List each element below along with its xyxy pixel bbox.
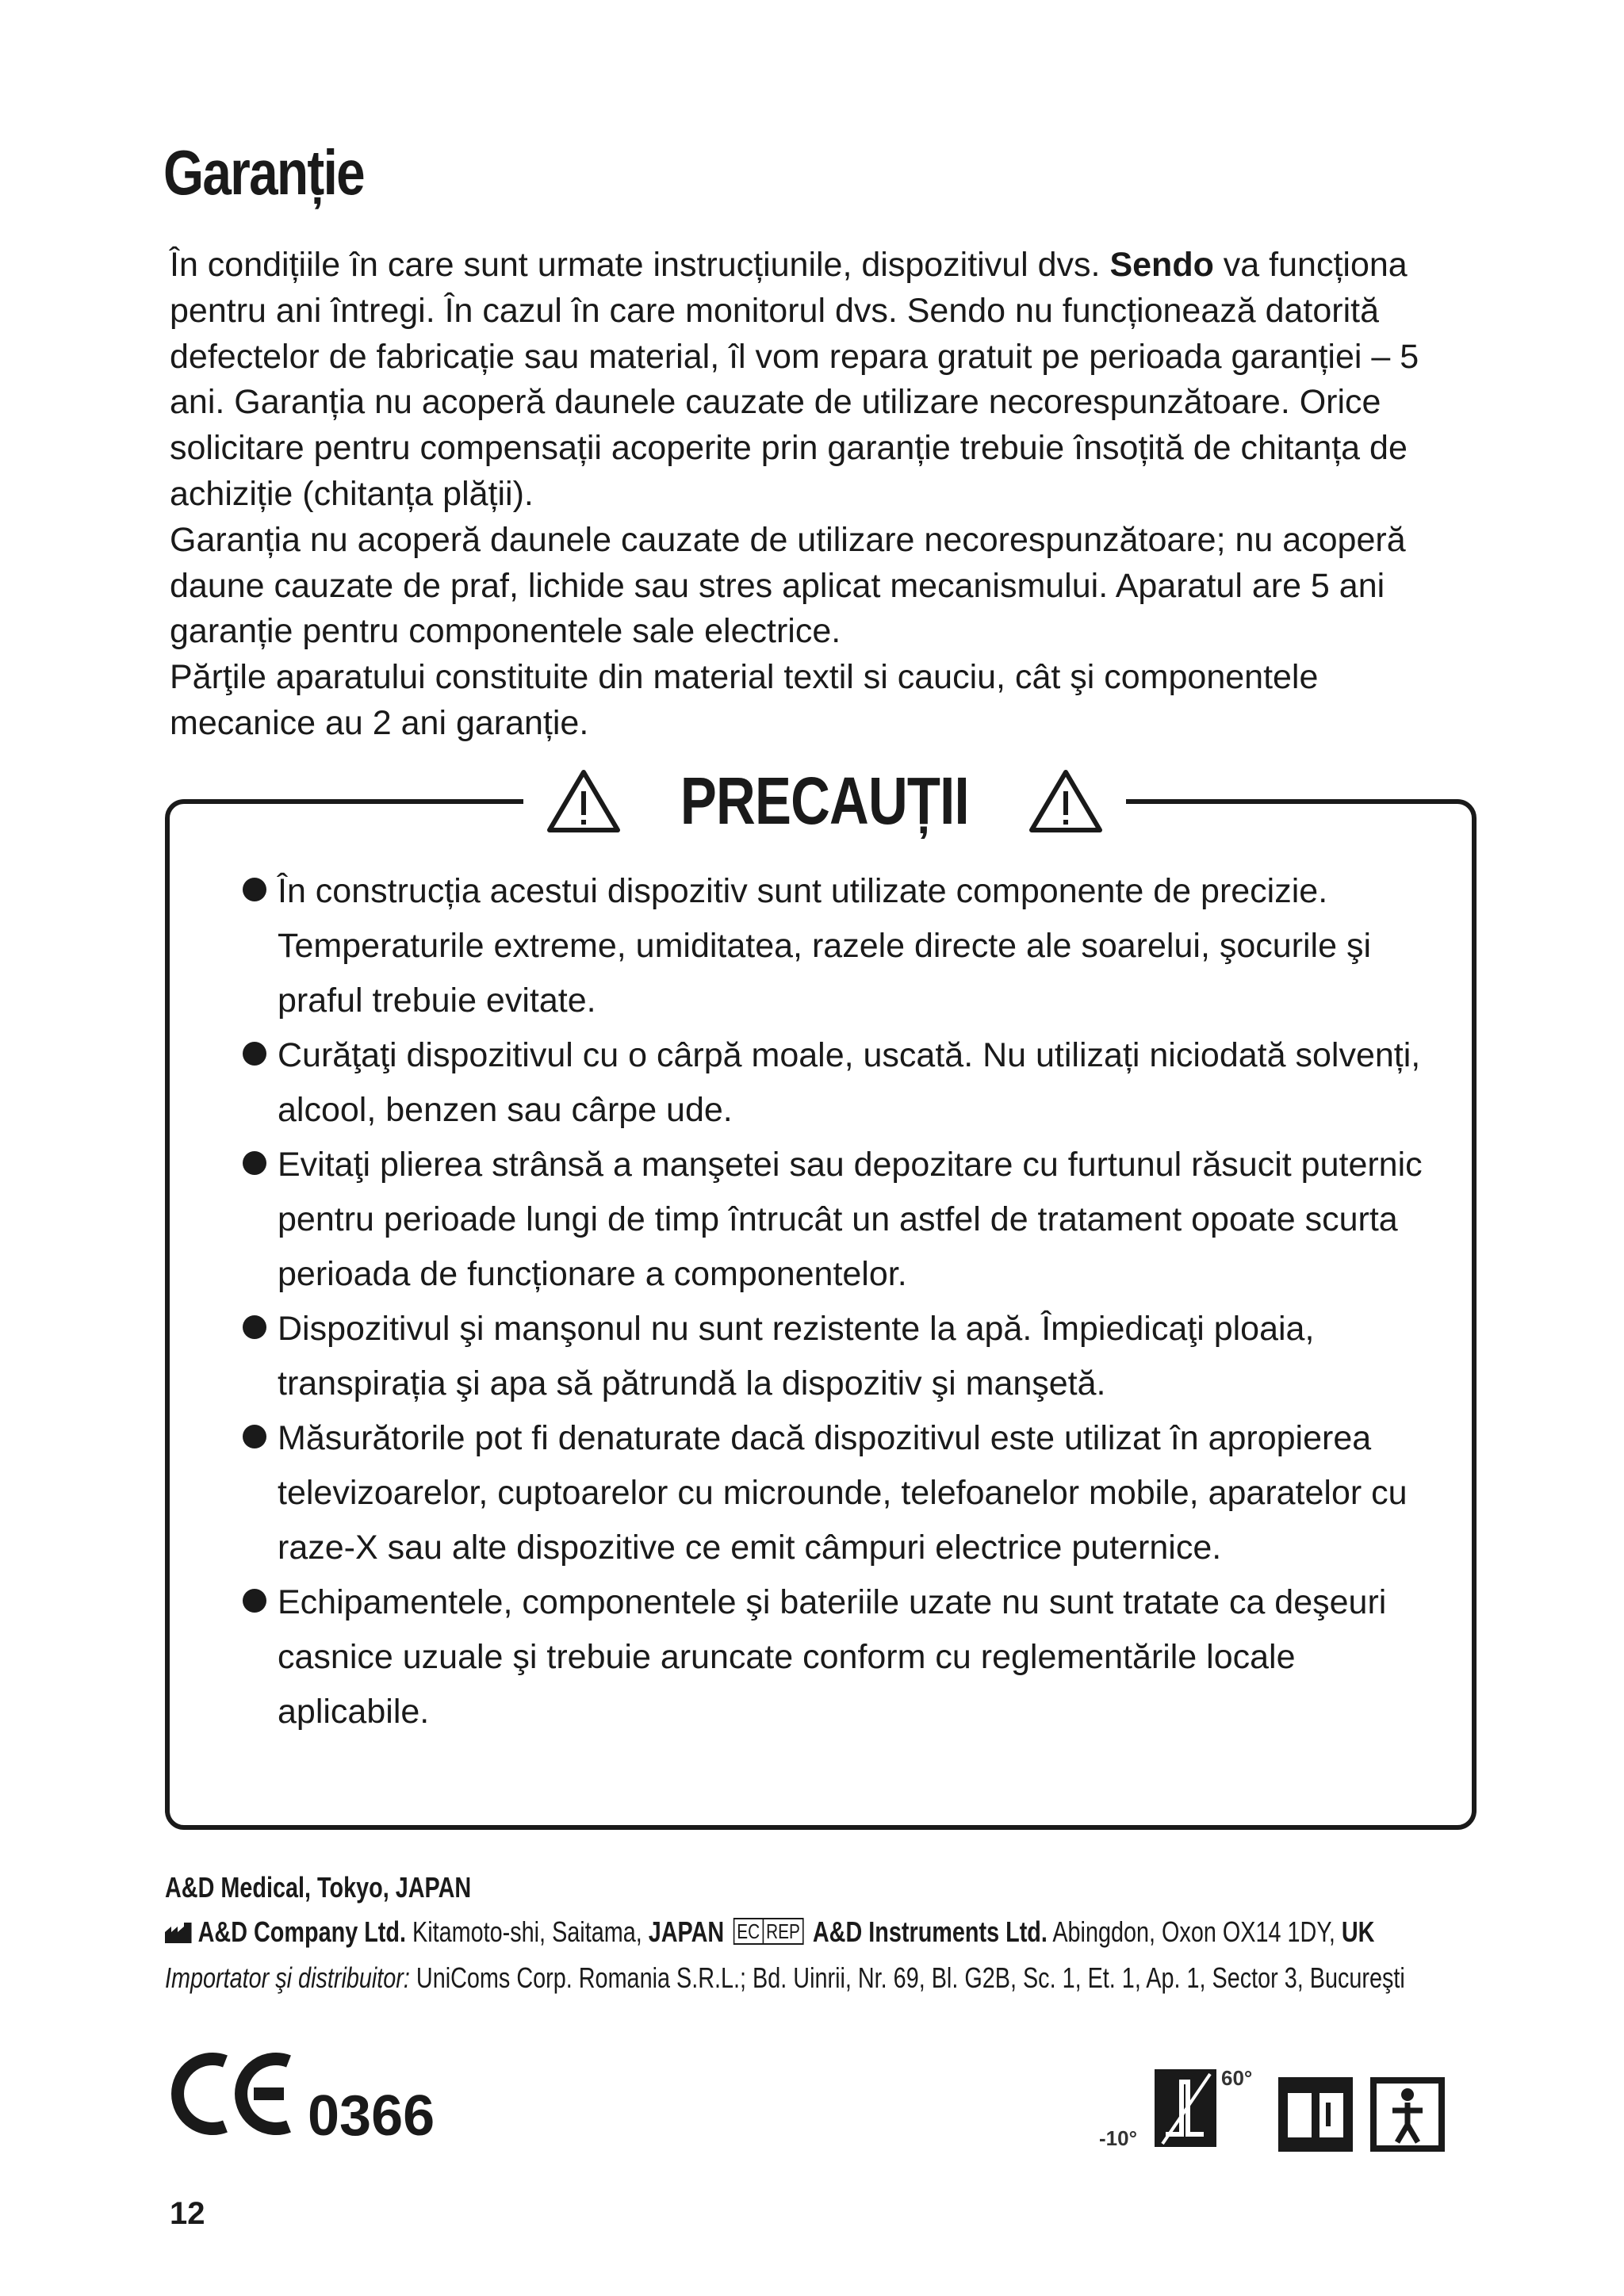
importer-line: Importator şi distribuitor: UniComs Corp. Romania S.R.L.; Bd. Uinrii, Nr. 69, Bl. G2B, Sc. 1, Et. 1, Ap. 1, Sector 3, Bucureşti (165, 1961, 1405, 1994)
symbols-row (1099, 2058, 1446, 2153)
list-item: Dispozitivul şi manşonul nu sunt rezistente la apă. Împiedicaţi ploaia, transpirația şi apa să pătrundă la dispozitiv şi manşetă. (235, 1302, 1456, 1411)
manufacturer-icon (165, 1923, 192, 1943)
page-number: 12 (170, 2196, 205, 2231)
warning-icon (1028, 767, 1104, 834)
list-item: Măsurătorile pot fi denaturate dacă dispozitivul este utilizat în apropierea televizoarelor, cuptoarelor cu microunde, telefoanelor mobile, aparatelor cu raze-X sau alte dispozitive ce emit câmpuri electrice puternice. (235, 1411, 1456, 1575)
manufacturer-line: A&D Company Ltd. Kitamoto-shi, Saitama, JAPAN EC REP A&D Instruments Ltd. Abingdon, Oxon OX14 1DY, UK (165, 1915, 1218, 1949)
temperature-limit-icon (1099, 2058, 1262, 2153)
bullet-icon (243, 1589, 266, 1613)
list-item: Evitaţi plierea strânsă a manşetei sau depozitare cu furtunul răsucit puternic pentru perioade lungi de timp întrucât un astfel de tratament opoate scurta perioada de funcționare a componentelor. (235, 1138, 1456, 1302)
notified-body-number: 0366 (308, 2084, 435, 2148)
bullet-icon (243, 1425, 266, 1448)
precautions-list (235, 864, 1456, 1739)
bullet-icon (243, 1315, 266, 1339)
brand-name: Sendo (1109, 246, 1214, 284)
company-line: A&D Medical, Tokyo, JAPAN (165, 1871, 472, 1904)
bullet-icon (243, 1151, 266, 1175)
warranty-paragraph-2: Garanția nu acoperă daunele cauzate de utilizare necorespunzătoare; nu acoperă daune cauzate de praf, lichide sau stres aplicat mecanismului. Aparatul are 5 ani garanție pentru componentele sale electrice. (170, 520, 1406, 651)
warning-icon (546, 767, 622, 834)
list-item: În construcția acestui dispozitiv sunt utilizate componente de precizie. Temperaturile extreme, umiditatea, razele directe ale soarelui, şocurile şi praful trebuie evitate. (235, 864, 1456, 1028)
precautions-heading (523, 761, 1126, 840)
list-item: Curăţaţi dispozitivul cu o cârpă moale, uscată. Nu utilizați niciodată solvenți, alcool, benzen sau cârpe ude. (235, 1028, 1456, 1138)
warranty-paragraph-1: În condițiile în care sunt urmate instrucțiunile, dispozitivul dvs. Sendo va funcționa pentru ani întregi. În cazul în care monitorul dvs. Sendo nu funcționează datorită defectelor de fabricație sau material, îl vom repara gratuit pe perioada garanției – 5 ani. Garanția nu acoperă daunele cauzate de utilizare necorespunzătoare. Orice solicitare pentru compensații acoperite prin garanție trebuie însoțită de chitanța de achiziție (chitanța plății). (170, 246, 1419, 513)
precautions-title: PRECAUȚII (680, 763, 969, 838)
svg-text:60°: 60° (1221, 2066, 1253, 2090)
warranty-text (170, 243, 1454, 747)
list-item: Echipamentele, componentele şi bateriile uzate nu sunt tratate ca deşeuri casnice uzuale şi trebuie aruncate conform cu reglementările locale aplicabile. (235, 1575, 1456, 1739)
ce-mark-icon (170, 2050, 295, 2137)
svg-text:-10°: -10° (1099, 2126, 1137, 2150)
type-bf-icon (1369, 2076, 1446, 2153)
bullet-icon (243, 878, 266, 901)
bullet-icon (243, 1042, 266, 1066)
warranty-paragraph-3: Părţile aparatului constituite din material textil si cauciu, cât şi componentele mecanice au 2 ani garanție. (170, 658, 1319, 742)
page-title: Garanție (163, 137, 365, 208)
read-manual-icon (1277, 2076, 1354, 2153)
ec-rep-icon: EC REP (733, 1918, 803, 1945)
